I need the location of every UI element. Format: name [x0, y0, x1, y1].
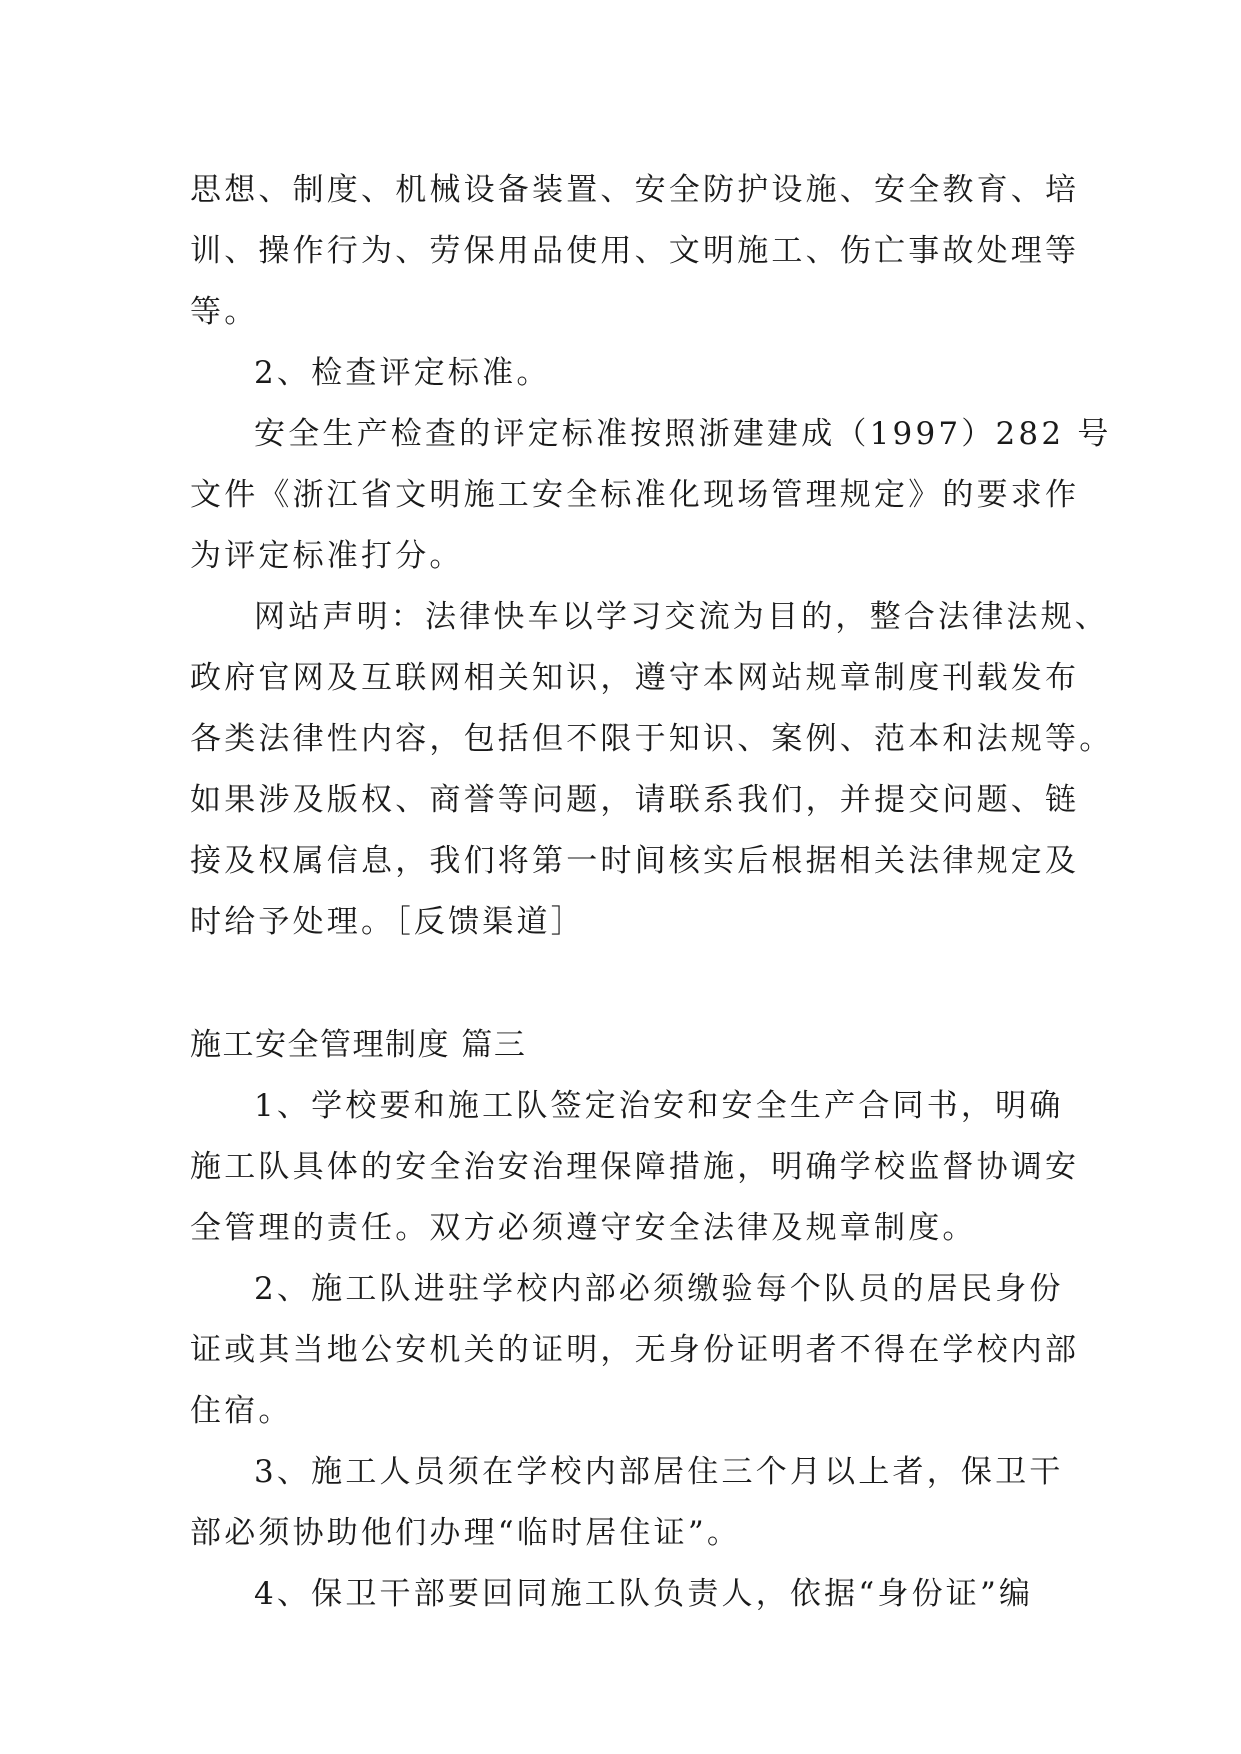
paragraph-line: 施工队具体的安全治安治理保障措施，明确学校监督协调安 — [190, 1149, 1080, 1185]
text-line: 安全生产检查的评定标准按照浙建建成（1997）282 号 — [254, 416, 1112, 452]
paragraph-line: 证或其当地公安机关的证明，无身份证明者不得在学校内部 — [190, 1332, 1080, 1368]
statement-line: 各类法律性内容，包括但不限于知识、案例、范本和法规等。 — [190, 721, 1114, 757]
statement-line: 如果涉及版权、商誉等问题，请联系我们，并提交问题、链 — [190, 782, 1080, 818]
paragraph-line: 住宿。 — [190, 1393, 293, 1429]
text-line: 为评定标准打分。 — [190, 538, 464, 574]
text-line: 训、操作行为、劳保用品使用、文明施工、伤亡事故处理等 — [190, 233, 1080, 269]
paragraph-line: 3、施工人员须在学校内部居住三个月以上者，保卫干 — [254, 1454, 1064, 1490]
paragraph-line: 2、施工队进驻学校内部必须缴验每个队员的居民身份 — [254, 1271, 1064, 1307]
paragraph-line: 4、保卫干部要回同施工队负责人，依据“身份证”编 — [254, 1576, 1034, 1612]
text-line: 文件《浙江省文明施工安全标准化现场管理规定》的要求作 — [190, 477, 1080, 513]
paragraph-line: 部必须协助他们办理“临时居住证”。 — [190, 1515, 742, 1551]
paragraph-line: 全管理的责任。双方必须遵守安全法律及规章制度。 — [190, 1210, 977, 1246]
statement-line: 政府官网及互联网相关知识，遵守本网站规章制度刊载发布 — [190, 660, 1080, 696]
statement-line: 网站声明：法律快车以学习交流为目的，整合法律法规、 — [254, 599, 1109, 635]
statement-line: 时给予处理。［反馈渠道］ — [190, 904, 585, 940]
section-heading: 施工安全管理制度 篇三 — [190, 1027, 527, 1063]
document-body — [190, 160, 1114, 1625]
text-line: 思想、制度、机械设备装置、安全防护设施、安全教育、培 — [190, 172, 1080, 208]
item-title: 2、检查评定标准。 — [254, 355, 551, 391]
section-spacer — [190, 953, 1058, 1015]
paragraph-line: 1、学校要和施工队签定治安和安全生产合同书，明确 — [254, 1088, 1064, 1124]
text-line: 等。 — [190, 294, 259, 330]
statement-line: 接及权属信息，我们将第一时间核实后根据相关法律规定及 — [190, 843, 1080, 879]
